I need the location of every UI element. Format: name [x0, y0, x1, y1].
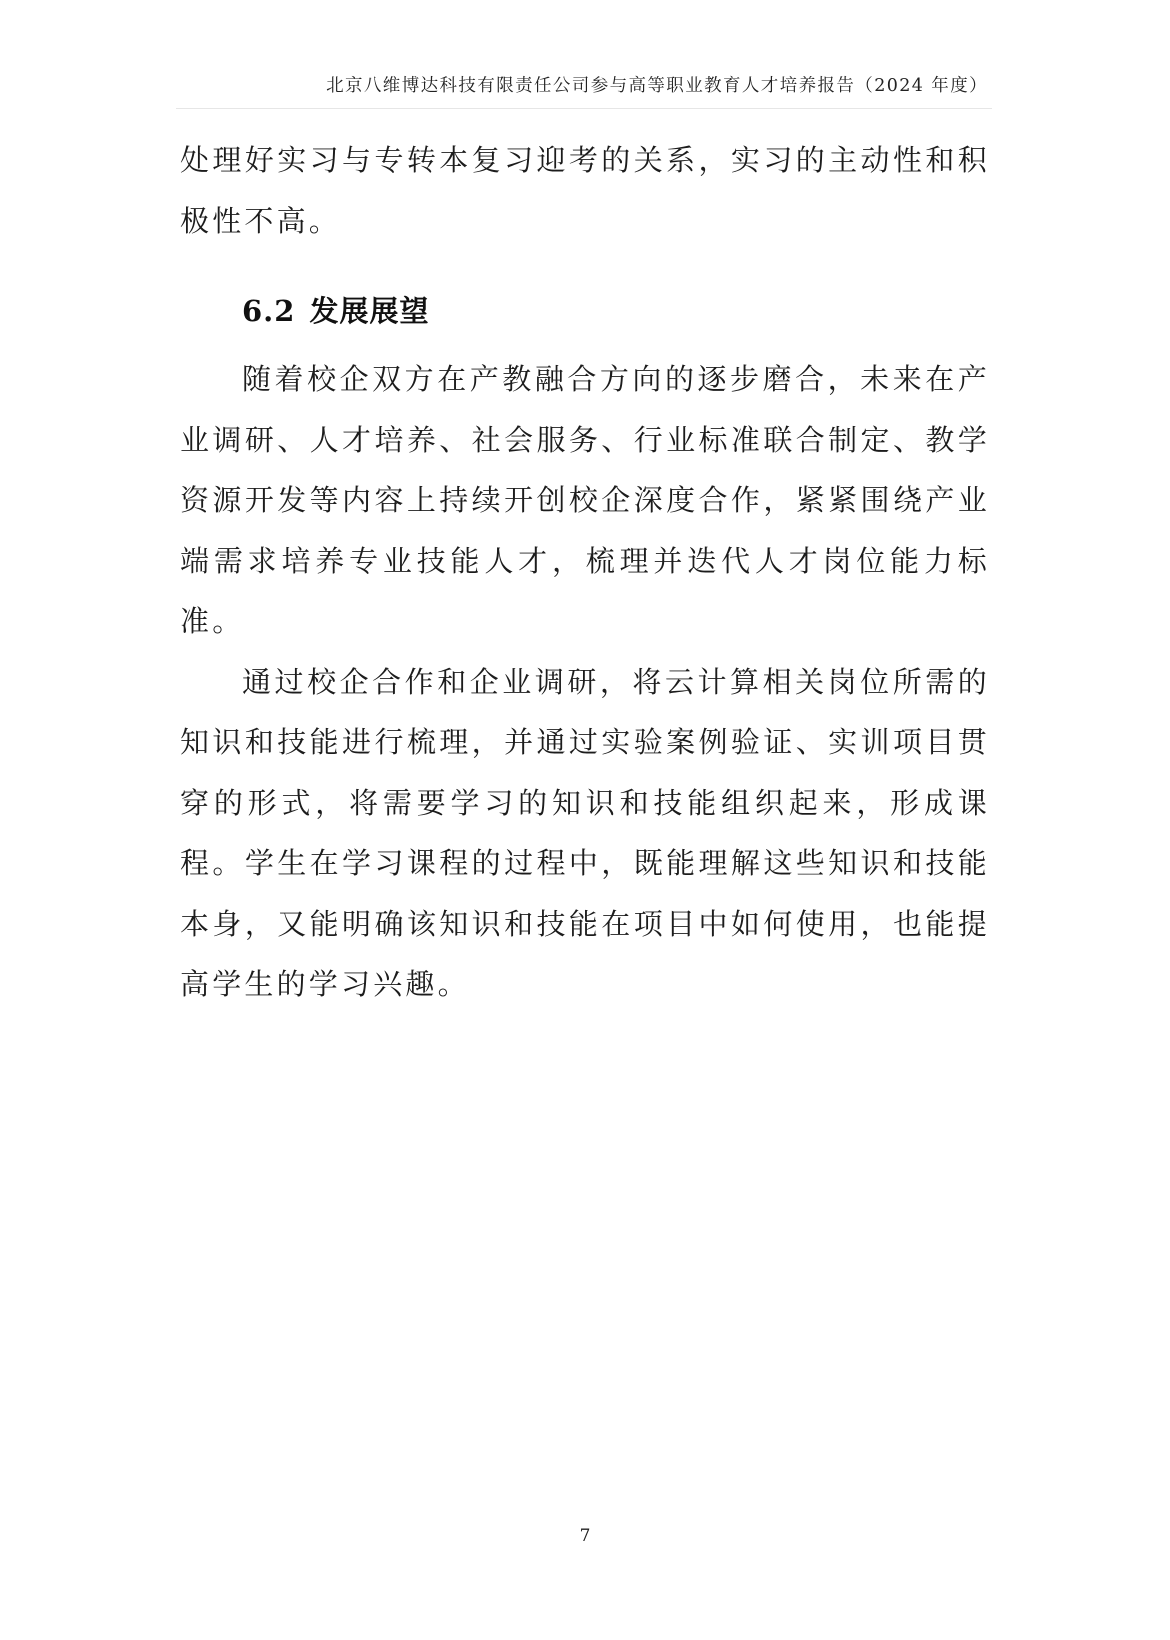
section-heading [242, 281, 990, 341]
paragraph-outlook: 随着校企双方在产教融合方向的逐步磨合，未来在产业调研、人才培养、社会服务、行业标准联合制定、教学资源开发等内容上持续开创校企深度合作，紧紧围绕产业端需求培养专业技能人才，梳理并迭代人才岗位能力标准。 [180, 362, 990, 638]
paragraph-curriculum: 通过校企合作和企业调研，将云计算相关岗位所需的知识和技能进行梳理，并通过实验案例验证、实训项目贯穿的形式，将需要学习的知识和技能组织起来，形成课程。学生在学习课程的过程中，既能理解这些知识和技能本身，又能明确该知识和技能在项目中如何使用，也能提高学生的学习兴趣。 [180, 664, 990, 1001]
section-title: 发展展望 [309, 294, 430, 328]
section-number: 6.2 [242, 294, 296, 328]
continued-paragraph: 处理好实习与专转本复习迎考的关系，实习的主动性和积极性不高。 [180, 143, 990, 238]
header-divider [176, 108, 992, 109]
page-number: 7 [579, 1526, 591, 1546]
running-header: 北京八维博达科技有限责任公司参与高等职业教育人才培养报告（2024 年度） [326, 76, 988, 96]
page-content [180, 130, 990, 1015]
